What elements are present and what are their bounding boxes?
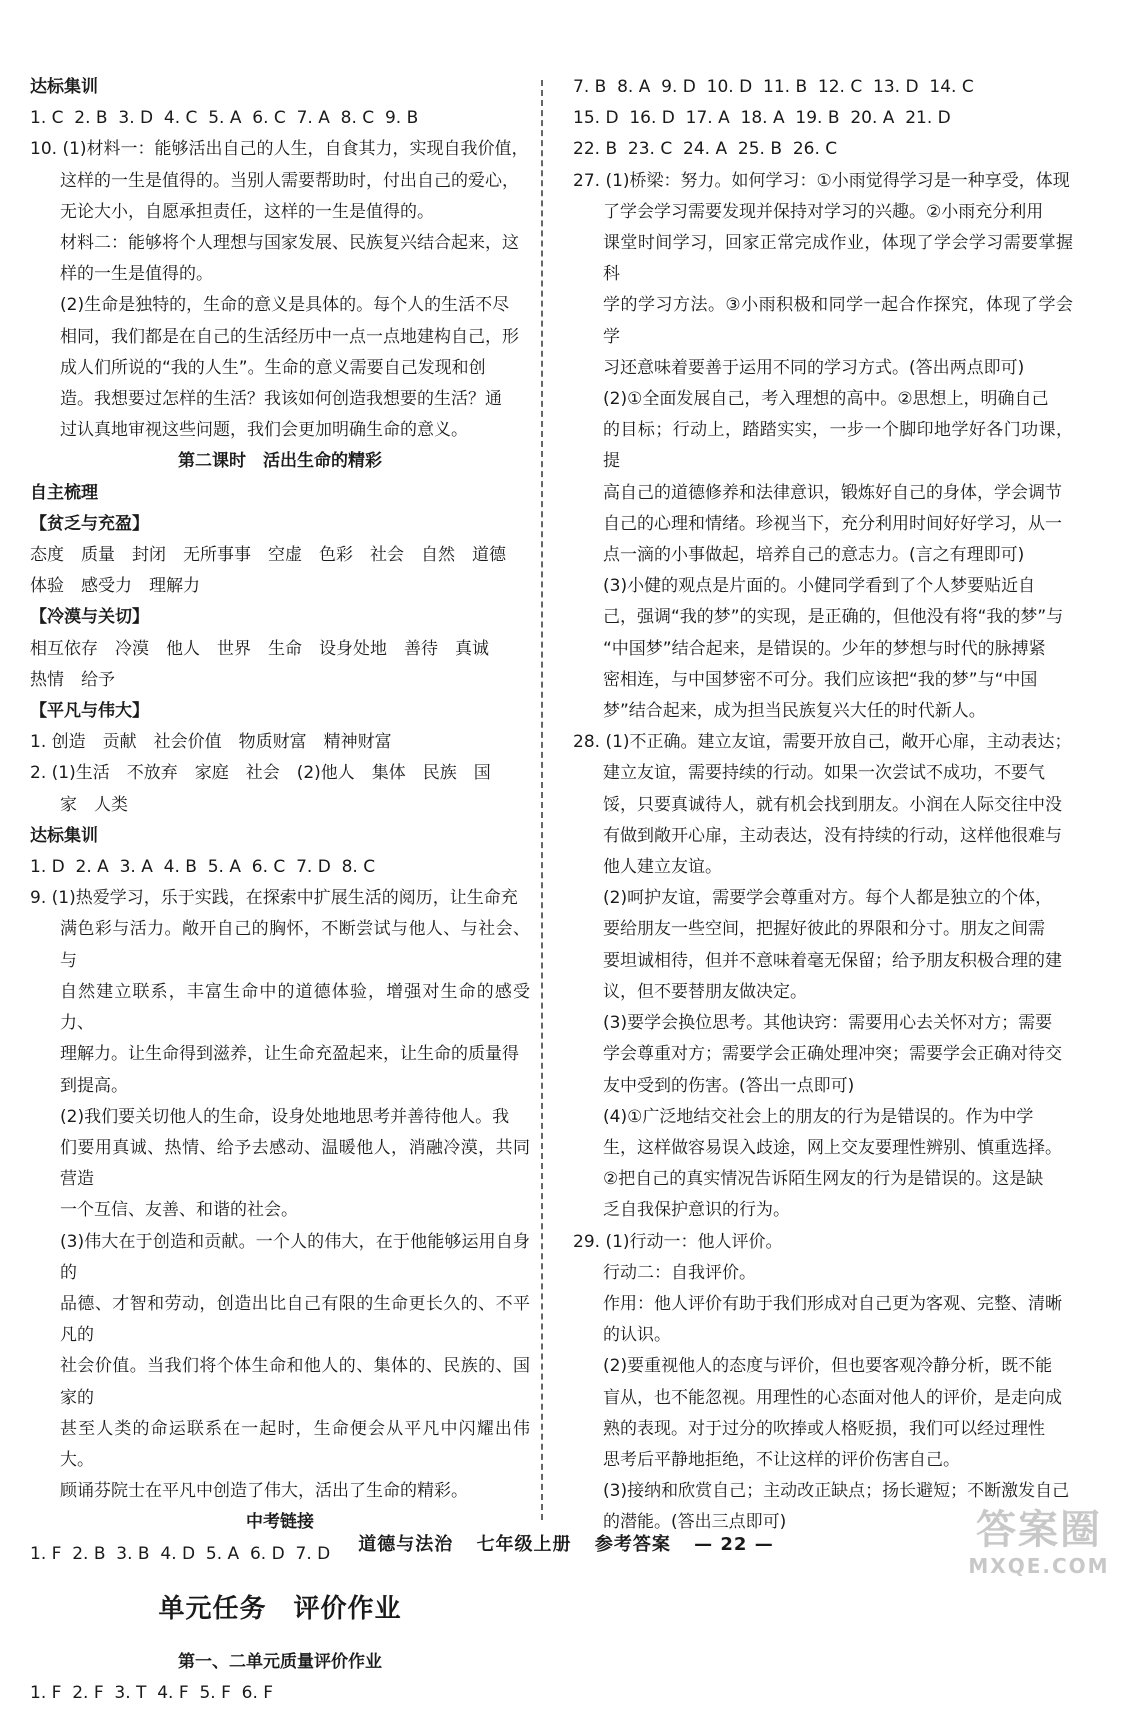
answer-text: 样的一生是值得的。 (60, 264, 213, 285)
keyword-line: 态度 质量 封闭 无所事事 空虚 色彩 社会 自然 道德 (30, 545, 506, 566)
answer-text: 友中受到的伤害。(答出一点即可) (603, 1075, 855, 1096)
answer-text: 了学会学习需要发现并保持对学习的兴趣。②小雨充分利用 (603, 201, 1044, 222)
answer-text: 28. (1)不正确。建立友谊，需要开放自己，敞开心扉，主动表达； (573, 732, 1072, 753)
answer-line: 1. F 2. B 3. B 4. D 5. A 6. D 7. D (30, 1543, 331, 1564)
answer-line: 22. B 23. C 24. A 25. B 26. C (573, 139, 838, 160)
answer-text: 材料二：能够将个人理想与国家发展、民族复兴结合起来，这 (60, 233, 519, 254)
answer-text: 9. (1)热爱学习，乐于实践，在探索中扩展生活的阅历，让生命充 (30, 888, 518, 909)
answer-text: 学会尊重对方；需要学会正确处理冲突；需要学会正确对待交 (603, 1044, 1062, 1065)
answer-text: 的潜能。(答出三点即可) (603, 1512, 787, 1533)
keyword-line: 2. (1)生活 不放弃 家庭 社会 (2)他人 集体 民族 国 (30, 763, 491, 784)
keyword-line: 1. 创造 贡献 社会价值 物质财富 精神财富 (30, 732, 392, 753)
section-heading: 中考链接 (246, 1512, 314, 1533)
answer-text: (2)我们要关切他人的生命，设身处地地思考并善待他人。我 (60, 1106, 510, 1127)
eval-title: 第一、二单元质量评价作业 (178, 1651, 382, 1672)
answer-text: 的目标；行动上，踏踏实实，一步一个脚印地学好各门功课，提 (603, 420, 1073, 472)
answer-text: 作用：他人评价有助于我们形成对自己更为客观、完整、清晰 (603, 1293, 1062, 1314)
bracket-heading: 【平凡与伟大】 (30, 701, 149, 722)
answer-text: 理解力。让生命得到滋养，让生命充盈起来，让生命的质量得 (60, 1044, 519, 1065)
answer-text: 社会价值。当我们将个体生命和他人的、集体的、民族的、国家的 (60, 1356, 530, 1408)
answer-text: (2)要重视他人的态度与评价，但也要客观冷静分析，既不能 (603, 1356, 1053, 1377)
answer-text: 甚至人类的命运联系在一起时，生命便会从平凡中闪耀出伟大。 (60, 1418, 530, 1470)
answer-text: “中国梦”结合起来，是错误的。少年的梦想与时代的脉搏紧 (603, 638, 1046, 659)
answer-text: 的认识。 (603, 1325, 671, 1346)
answer-text: 造。我想要过怎样的生活？我该如何创造我想要的生活？通 (60, 389, 502, 410)
answer-text: 27. (1)桥梁：努力。如何学习：①小雨觉得学习是一种享受，体现 (573, 170, 1070, 191)
answer-text: 顾诵芬院士在平凡中创造了伟大，活出了生命的精彩。 (60, 1481, 468, 1502)
column-divider (541, 80, 543, 1520)
answer-line: 7. B 8. A 9. D 10. D 11. B 12. C 13. D 14. C (573, 77, 974, 97)
answer-text: 要给朋友一些空间，把握好彼此的界限和分寸。朋友之间需 (603, 919, 1045, 940)
answer-text: 馁，只要真诚待人，就有机会找到朋友。小润在人际交往中没 (603, 794, 1062, 815)
answer-text: (4)①广泛地结交社会上的朋友的行为是错误的。作为中学 (603, 1106, 1034, 1127)
answer-text: 生，这样做容易误入歧途，网上交友要理性辨别、慎重选择。 (603, 1137, 1062, 1158)
answer-text: 点一滴的小事做起，培养自己的意志力。(言之有理即可) (603, 545, 1025, 566)
page-number: — 22 — (694, 1534, 774, 1555)
answer-line: 1. F 2. F 3. T 4. F 5. F 6. F (30, 1683, 274, 1704)
watermark-text: 答案圈 (976, 1507, 1102, 1553)
answer-line: 15. D 16. D 17. A 18. A 19. B 20. A 21. D (573, 108, 951, 129)
answer-line: 1. D 2. A 3. A 4. B 5. A 6. C 7. D 8. C (30, 857, 376, 878)
answer-text: 这样的一生是值得的。当别人需要帮助时，付出自己的爱心， (60, 170, 519, 191)
answer-text: 10. (1)材料一：能够活出自己的人生，自食其力，实现自我价值， (30, 139, 529, 160)
answer-text: 梦”结合起来，成为担当民族复兴大任的时代新人。 (603, 701, 986, 722)
footer-grade: 七年级上册 (476, 1534, 572, 1555)
answer-text: 议，但不要替朋友做决定。 (603, 981, 807, 1002)
bracket-heading: 【贫乏与充盈】 (30, 513, 149, 534)
answer-text: 盲从，也不能忽视。用理性的心态面对他人的评价，是走向成 (603, 1387, 1062, 1408)
answer-text: 29. (1)行动一：他人评价。 (573, 1231, 783, 1252)
section-heading: 自主梳理 (30, 482, 98, 503)
answer-text: 满色彩与活力。敞开自己的胸怀，不断尝试与他人、与社会、与 (60, 919, 530, 971)
answer-text: (2)生命是独特的，生命的意义是具体的。每个人的生活不尽 (60, 295, 510, 316)
answer-text: 自然建立联系，丰富生命中的道德体验，增强对生命的感受力、 (60, 981, 530, 1034)
footer-subject: 道德与法治 (358, 1534, 454, 1555)
answer-text: 无论大小，自愿承担责任，这样的一生是值得的。 (60, 201, 434, 222)
page-footer (0, 1530, 1132, 1556)
answer-text: 建立友谊，需要持续的行动。如果一次尝试不成功，不要气 (603, 763, 1045, 784)
answer-text: 高自己的道德修养和法律意识，锻炼好自己的身体，学会调节 (603, 482, 1062, 503)
answer-text: 有做到敞开心扉，主动表达，没有持续的行动，这样他很难与 (603, 825, 1062, 846)
keyword-line: 热情 给予 (30, 669, 115, 690)
answer-text: 过认真地审视这些问题，我们会更加明确生命的意义。 (60, 420, 468, 441)
answer-text: (2)呵护友谊，需要学会尊重对方。每个人都是独立的个体， (603, 888, 1053, 909)
answer-text: 学的学习方法。③小雨积极和同学一起合作探究，体现了学会学 (603, 295, 1073, 347)
answer-text: 课堂时间学习，回家正常完成作业，体现了学会学习需要掌握科 (603, 233, 1073, 285)
answer-text: 行动二：自我评价。 (603, 1262, 756, 1283)
section-heading: 达标集训 (30, 825, 98, 846)
keyword-line: 家 人类 (60, 794, 128, 815)
answer-text: (3)小健的观点是片面的。小健同学看到了个人梦要贴近自 (603, 576, 1036, 597)
answer-text: (2)①全面发展自己，考入理想的高中。②思想上，明确自己 (603, 389, 1049, 410)
section-heading: 达标集训 (30, 77, 98, 97)
answer-text: 熟的表现。对于过分的吹捧或人格贬损，我们可以经过理性 (603, 1418, 1045, 1439)
answer-text: (3)伟大在于创造和贡献。一个人的伟大，在于他能够运用自身的 (60, 1231, 530, 1283)
watermark-url: MXQE.COM (968, 1554, 1110, 1578)
answer-text: 密相连，与中国梦密不可分。我们应该把“我的梦”与“中国 (603, 669, 1038, 690)
lesson-title: 第二课时 活出生命的精彩 (178, 451, 382, 472)
unit-title: 单元任务 评价作业 (158, 1593, 402, 1624)
watermark-logo (964, 1506, 1114, 1586)
answer-text: 到提高。 (60, 1075, 128, 1096)
answer-text: 们要用真诚、热情、给予去感动、温暖他人，消融冷漠，共同营造 (60, 1137, 530, 1190)
answer-text: 思考后平静地拒绝，不让这样的评价伤害自己。 (603, 1449, 960, 1470)
bracket-heading: 【冷漠与关切】 (30, 607, 149, 628)
right-column (573, 72, 1073, 1539)
answer-text: ②把自己的真实情况告诉陌生网友的行为是错误的。这是缺 (603, 1169, 1044, 1190)
footer-label: 参考答案 (594, 1534, 671, 1555)
answer-text: 要坦诚相待，但并不意味着毫无保留；给予朋友积极合理的建 (603, 950, 1062, 971)
answer-text: 品德、才智和劳动，创造出比自己有限的生命更长久的、不平凡的 (60, 1293, 530, 1346)
answer-text: 成人们所说的“我的人生”。生命的意义需要自己发现和创 (60, 357, 486, 378)
left-column (30, 72, 530, 1709)
answer-text: (3)要学会换位思考。其他诀窍：需要用心去关怀对方；需要 (603, 1013, 1053, 1034)
answer-text: 自己的心理和情绪。珍视当下，充分利用时间好好学习，从一 (603, 513, 1062, 534)
answer-line: 1. C 2. B 3. D 4. C 5. A 6. C 7. A 8. C 9. B (30, 108, 419, 129)
answer-text: 相同，我们都是在自己的生活经历中一点一点地建构自己，形 (60, 326, 519, 347)
keyword-line: 相互依存 冷漠 他人 世界 生命 设身处地 善待 真诚 (30, 638, 489, 659)
answer-text: (3)接纳和欣赏自己；主动改正缺点；扬长避短；不断激发自己 (603, 1481, 1070, 1502)
answer-text: 一个互信、友善、和谐的社会。 (60, 1200, 298, 1221)
answer-text: 习还意味着要善于运用不同的学习方式。(答出两点即可) (603, 357, 1025, 378)
answer-text: 他人建立友谊。 (603, 857, 722, 878)
keyword-line: 体验 感受力 理解力 (30, 576, 200, 597)
answer-text: 乏自我保护意识的行为。 (603, 1200, 790, 1221)
answer-text: 己，强调“我的梦”的实现，是正确的，但他没有将“我的梦”与 (603, 607, 1064, 628)
